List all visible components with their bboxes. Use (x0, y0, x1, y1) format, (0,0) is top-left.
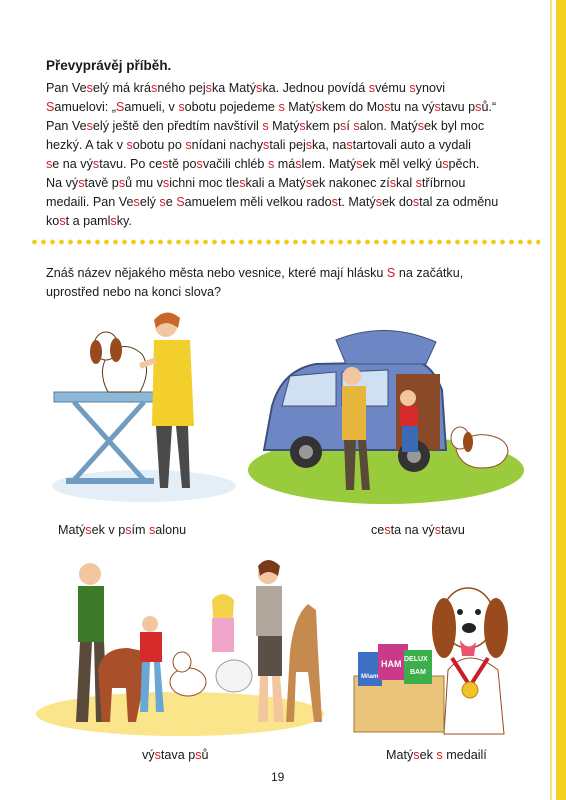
line-highlight-letter: s (86, 81, 93, 95)
line-text: tě po (168, 157, 197, 171)
line-text: ko (46, 214, 60, 228)
line-highlight-letter: S (386, 266, 396, 280)
caption-highlight-letter: s (436, 748, 443, 762)
caption-text: tavu (441, 523, 465, 537)
line-highlight-letter: s (356, 157, 363, 171)
line-highlight-letter: s (185, 138, 192, 152)
line-text: ného pej (157, 81, 206, 95)
caption-salon (58, 523, 186, 537)
caption-highlight-letter: s (125, 523, 132, 537)
caption-text: Matý (386, 748, 414, 762)
line-text: ek do (382, 195, 413, 209)
line-text: ka Matý (211, 81, 257, 95)
line-text: Pan Ve (46, 81, 87, 95)
caption-text: vý (142, 748, 155, 762)
box-label-ham: HAM (381, 659, 402, 669)
line-highlight-letter: s (133, 195, 140, 209)
page-number: 19 (271, 770, 285, 784)
line-text: Pan Ve (46, 119, 87, 133)
line-highlight-letter: s (178, 100, 185, 114)
caption-show (142, 748, 209, 762)
line-text: kem p (305, 119, 341, 133)
line-text: í (346, 119, 354, 133)
line-text: amueli, v (124, 100, 179, 114)
line-text: uprostřed nebo na konci slova? (46, 285, 222, 299)
line-text: kali a Matý (245, 176, 306, 190)
line-text: amuelem měli velkou rado (184, 195, 332, 209)
line-highlight-letter: s (305, 138, 313, 152)
line-text: e na vý (52, 157, 93, 171)
line-highlight-letter: s (205, 81, 212, 95)
line-text: obotu po (132, 138, 186, 152)
line-highlight-letter: s (263, 138, 270, 152)
line-highlight-letter: s (92, 157, 100, 171)
line-text: ek nakonec zí (312, 176, 390, 190)
line-text: Na vý (46, 176, 79, 190)
line-highlight-letter: s (299, 119, 306, 133)
text-line (46, 283, 516, 302)
line-text: má (274, 157, 296, 171)
page-edge-line (550, 0, 552, 800)
line-highlight-letter: s (162, 157, 169, 171)
line-text: amuelovi: „ (54, 100, 116, 114)
line-text: nídani nachy (191, 138, 264, 152)
page-edge-bar (556, 0, 566, 800)
line-highlight-letter: s (340, 119, 347, 133)
car-trip-illustration (246, 310, 526, 506)
line-highlight-letter: s (417, 119, 425, 133)
text-line (46, 193, 516, 212)
line-highlight-letter: s (256, 81, 263, 95)
line-highlight-letter: s (315, 100, 322, 114)
line-text: elý má krá (92, 81, 152, 95)
line-text: vému (375, 81, 410, 95)
line-highlight-letter: s (384, 100, 391, 114)
text-line (46, 98, 516, 117)
line-highlight-letter: s (409, 81, 416, 95)
caption-text: tava p (160, 748, 196, 762)
line-text: pěch. (448, 157, 480, 171)
caption-text: ů (201, 748, 209, 762)
line-highlight-letter: s (267, 157, 275, 171)
line-text: t a paml (65, 214, 111, 228)
line-text: na začátku, (395, 266, 464, 280)
line-text: t. Matý (337, 195, 376, 209)
line-text: tali pej (269, 138, 306, 152)
line-highlight-letter: s (278, 100, 285, 114)
line-highlight-letter: s (46, 157, 53, 171)
line-highlight-letter: s (346, 138, 353, 152)
caption-text: ce (371, 523, 385, 537)
line-text: kal (396, 176, 416, 190)
caption-highlight-letter: s (154, 748, 161, 762)
caption-highlight-letter: s (384, 523, 391, 537)
line-highlight-letter: s (389, 176, 397, 190)
line-highlight-letter: S (116, 100, 125, 114)
line-highlight-letter: S (46, 100, 55, 114)
caption-medal (386, 748, 487, 762)
line-highlight-letter: s (375, 195, 383, 209)
line-highlight-letter: s (78, 176, 85, 190)
line-text: ynovi (415, 81, 446, 95)
caption-text: ek (419, 748, 437, 762)
line-highlight-letter: s (196, 157, 203, 171)
caption-text: alonu (155, 523, 187, 537)
caption-highlight-letter: s (85, 523, 92, 537)
dotted-divider (30, 239, 540, 245)
text-line (46, 136, 516, 155)
line-highlight-letter: s (434, 100, 441, 114)
line-text: elý (139, 195, 160, 209)
line-text: Matý (268, 119, 300, 133)
line-text: elý ještě den předtím navštívil (92, 119, 263, 133)
dog-show-illustration (32, 552, 328, 738)
line-text: ka. Jednou povídá (262, 81, 369, 95)
line-text: obotu pojedeme (184, 100, 279, 114)
line-text: tavu p (440, 100, 476, 114)
line-text: ichni moc tle (169, 176, 240, 190)
line-text: ů mu v (125, 176, 163, 190)
line-highlight-letter: s (162, 176, 170, 190)
caption-text: ím (131, 523, 149, 537)
line-highlight-letter: s (331, 195, 338, 209)
line-text: alon. Matý (359, 119, 418, 133)
line-highlight-letter: s (118, 176, 126, 190)
box-label-bam: BAM (410, 669, 426, 676)
caption-highlight-letter: s (149, 523, 156, 537)
line-text: e (165, 195, 177, 209)
line-highlight-letter: s (475, 100, 482, 114)
line-highlight-letter: s (305, 176, 312, 190)
line-highlight-letter: s (126, 138, 133, 152)
line-text: Znáš název nějakého města nebo vesnice, které mají hlásku (46, 266, 387, 280)
caption-text: medailí (442, 748, 487, 762)
exercise-heading: Převyprávěj příběh. (46, 58, 172, 73)
line-highlight-letter: s (353, 119, 360, 133)
question-text (46, 264, 516, 302)
line-highlight-letter: s (151, 81, 158, 95)
caption-text: ta na vý (390, 523, 435, 537)
line-text: ek měl velký ú (362, 157, 443, 171)
line-highlight-letter: s (262, 119, 269, 133)
line-text: tu na vý (390, 100, 435, 114)
caption-highlight-letter: s (434, 523, 442, 537)
line-text: ek byl moc (424, 119, 485, 133)
line-highlight-letter: s (110, 214, 117, 228)
line-text: kem do Mo (321, 100, 385, 114)
line-text: tavu. Po ce (99, 157, 163, 171)
dog-medal-illustration (348, 566, 526, 738)
line-text: tartovali auto a vydali (352, 138, 471, 152)
box-label-mnam: Mňam (361, 674, 379, 680)
line-text: vačili chléb (202, 157, 268, 171)
line-text: ka, na (312, 138, 347, 152)
line-text: tal za odměnu (419, 195, 499, 209)
text-line (46, 174, 516, 193)
line-text: lem. Matý (301, 157, 357, 171)
caption-text: Matý (58, 523, 86, 537)
line-highlight-letter: s (368, 81, 376, 95)
line-highlight-letter: s (442, 157, 449, 171)
line-highlight-letter: s (239, 176, 246, 190)
caption-highlight-letter: s (195, 748, 202, 762)
line-highlight-letter: s (159, 195, 166, 209)
line-text: ky. (116, 214, 132, 228)
line-text: medaili. Pan Ve (46, 195, 134, 209)
text-line (46, 212, 516, 231)
line-highlight-letter: s (415, 176, 422, 190)
line-text: tříbrnou (421, 176, 466, 190)
line-text: tavě p (84, 176, 119, 190)
line-highlight-letter: s (412, 195, 420, 209)
line-highlight-letter: S (176, 195, 185, 209)
line-text: hezký. A tak v (46, 138, 127, 152)
caption-highlight-letter: s (413, 748, 420, 762)
caption-road (371, 523, 465, 537)
story-text (46, 79, 516, 231)
line-highlight-letter: s (295, 157, 302, 171)
line-highlight-letter: s (59, 214, 66, 228)
dog-salon-illustration (44, 306, 244, 504)
text-line (46, 79, 516, 98)
line-text: Matý (284, 100, 316, 114)
caption-text: ek v p (91, 523, 126, 537)
box-label-delux: DELUX (404, 656, 428, 663)
text-line (46, 264, 516, 283)
text-line (46, 117, 516, 136)
text-line (46, 155, 516, 174)
line-text: ů.“ (481, 100, 497, 114)
line-highlight-letter: s (86, 119, 93, 133)
